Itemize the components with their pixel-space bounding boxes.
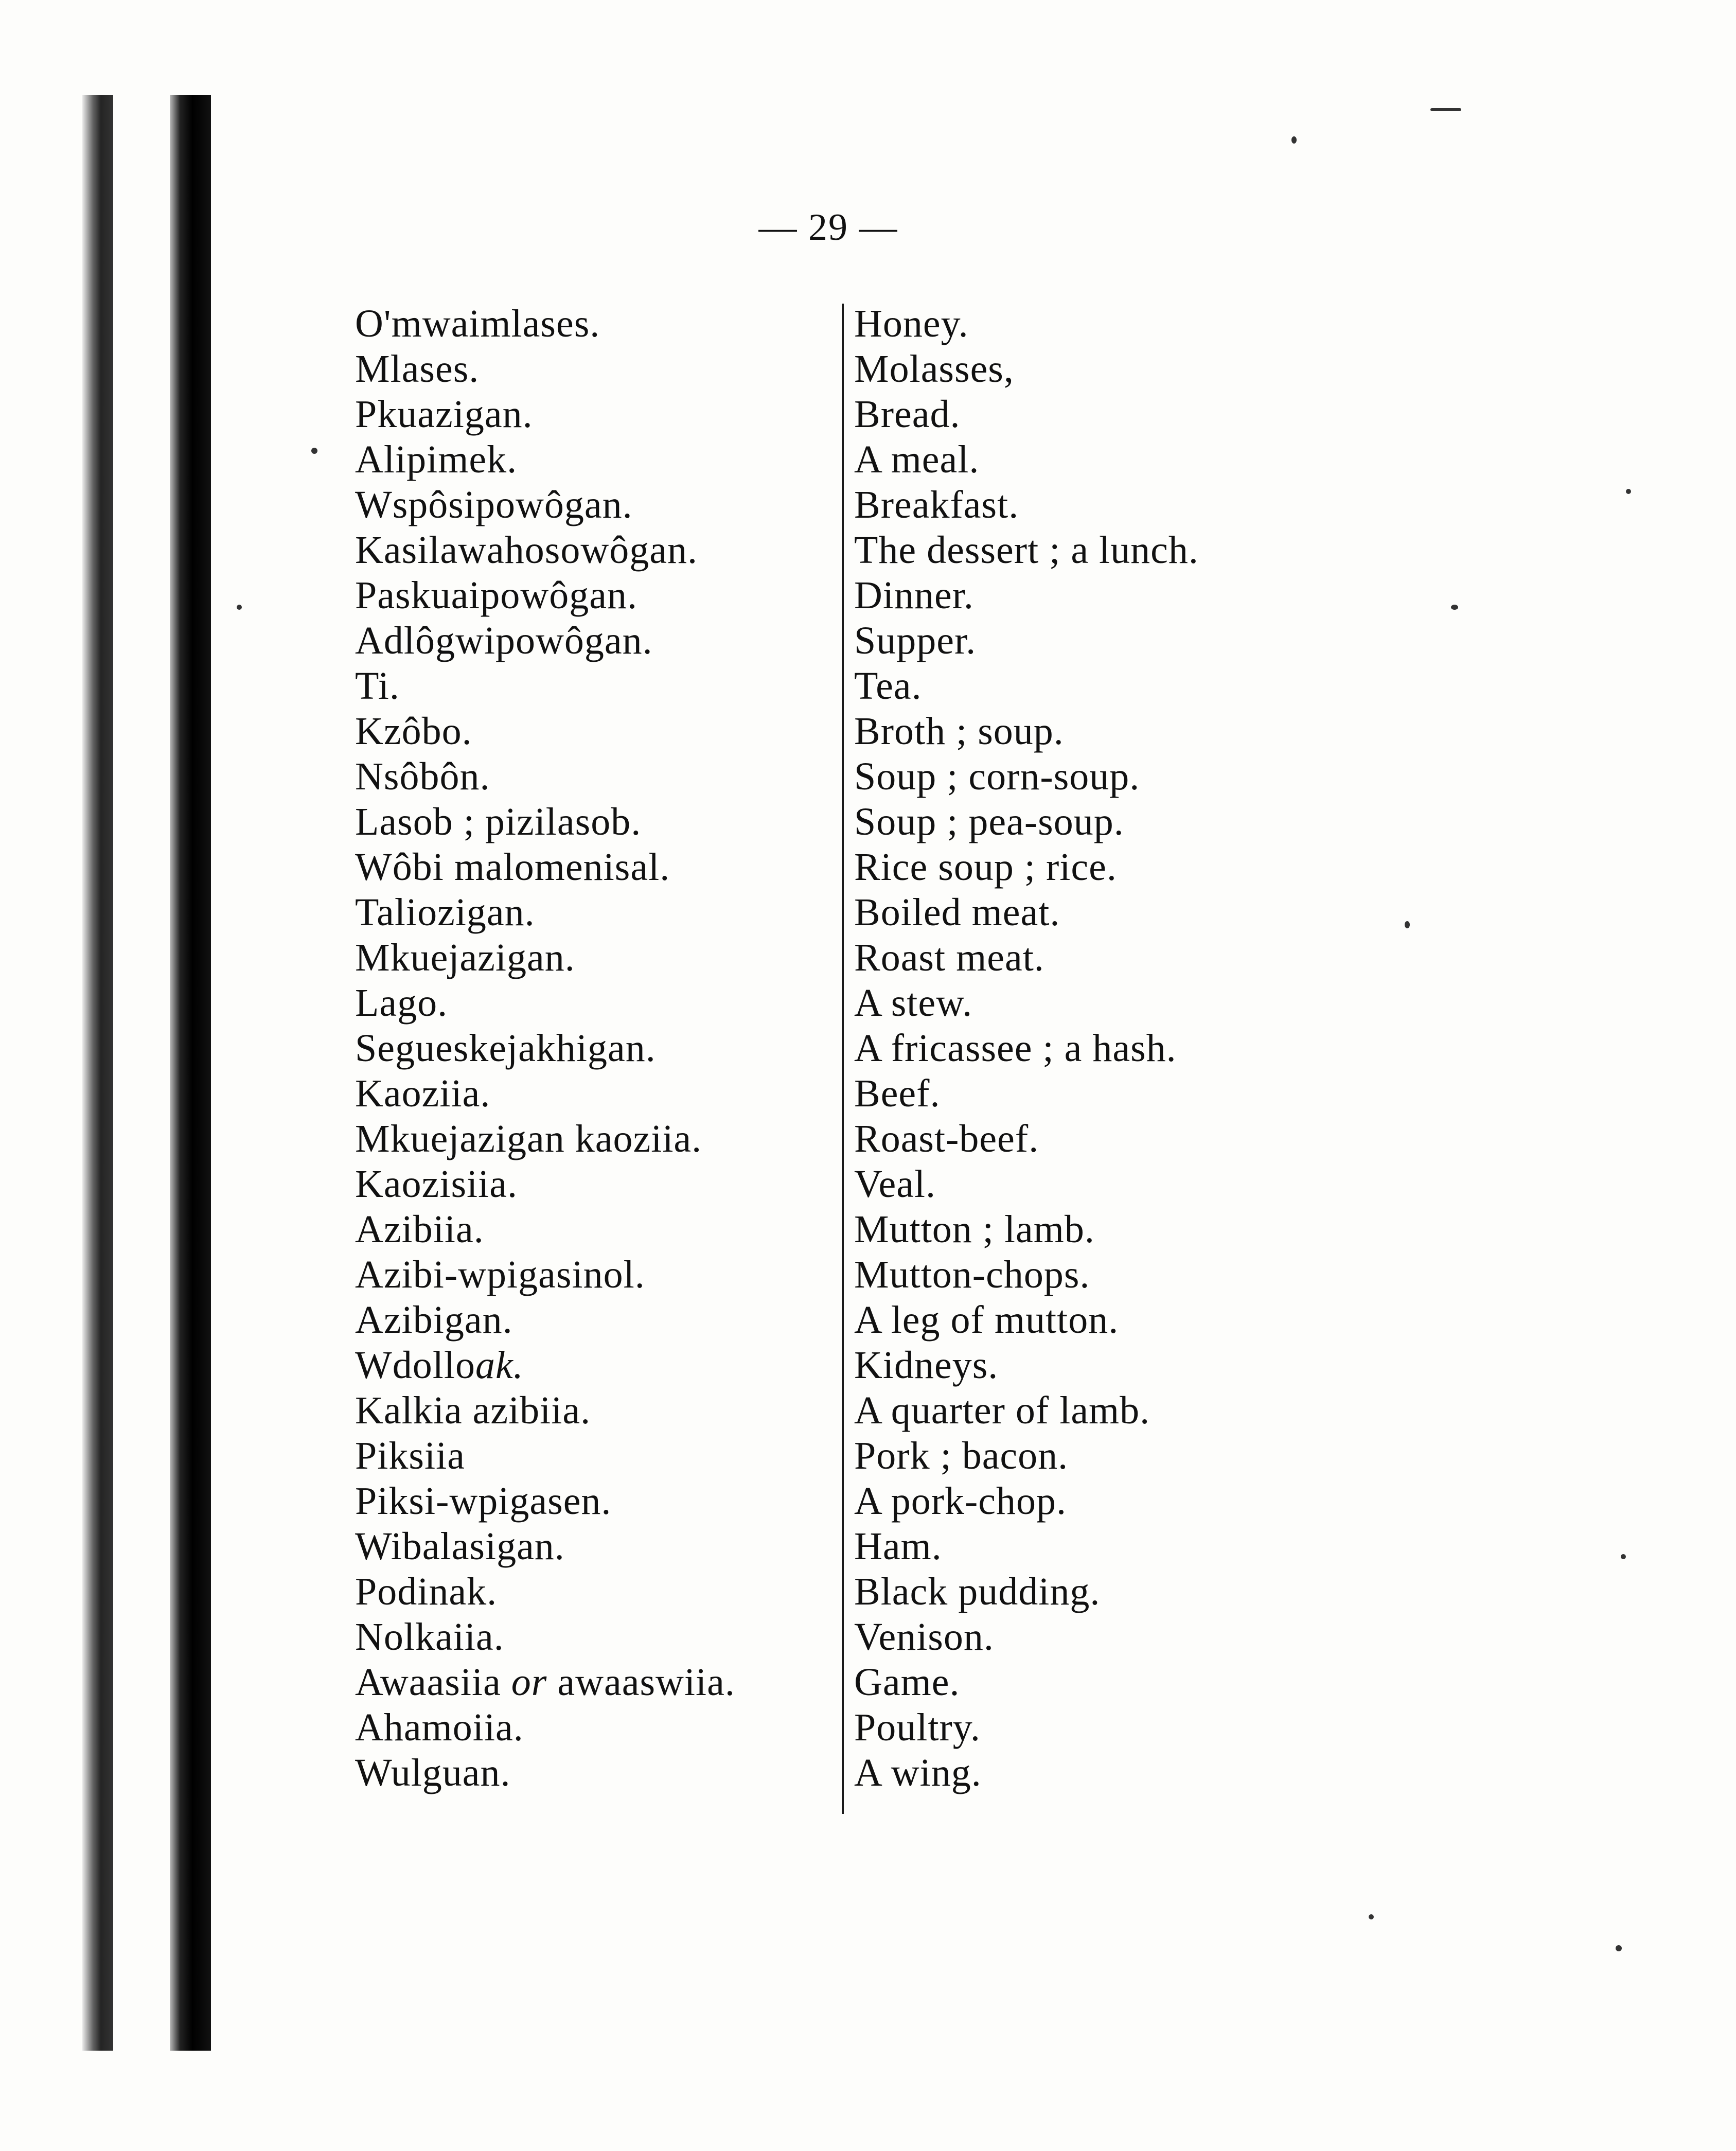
gloss: Supper.	[854, 619, 977, 662]
gloss: Tea.	[854, 664, 922, 708]
scan-speck	[1369, 1914, 1374, 1919]
gloss: Rice soup ; rice.	[854, 845, 1117, 889]
gloss: A fricassee ; a hash.	[854, 1026, 1177, 1070]
scan-speck	[1430, 108, 1461, 111]
term: Mlases.	[355, 347, 480, 391]
glossary-row	[355, 1705, 1384, 1750]
term: Alipimek.	[355, 437, 518, 481]
glossary-row	[355, 1524, 1384, 1569]
glossary-list	[355, 301, 1384, 1795]
term: Nolkaiia.	[355, 1615, 504, 1659]
scan-speck	[1405, 921, 1410, 928]
gloss: Mutton-chops.	[854, 1253, 1090, 1296]
glossary-row	[355, 301, 1384, 346]
term: Taliozigan.	[355, 890, 535, 934]
scan-speck	[237, 605, 242, 610]
gloss: A wing.	[854, 1751, 982, 1794]
scan-speck	[311, 448, 317, 454]
glossary-row	[355, 844, 1384, 890]
term: Podinak.	[355, 1570, 498, 1613]
glossary-row	[355, 799, 1384, 844]
gloss: Venison.	[854, 1615, 994, 1659]
glossary-row	[355, 663, 1384, 709]
term: Ti.	[355, 664, 400, 708]
glossary-row	[355, 1433, 1384, 1478]
glossary-row	[355, 980, 1384, 1026]
scan-speck	[1451, 605, 1458, 610]
term: Wibalasigan.	[355, 1524, 565, 1568]
glossary-row	[355, 1026, 1384, 1071]
glossary-row	[355, 1071, 1384, 1116]
term: Kzôbo.	[355, 709, 472, 753]
gloss: A stew.	[854, 981, 973, 1025]
gloss: Breakfast.	[854, 483, 1019, 526]
term-roman: Wdollo	[355, 1343, 475, 1387]
gloss: Dinner.	[854, 573, 974, 617]
term: Lasob ; pizilasob.	[355, 800, 642, 843]
gloss: A meal.	[854, 437, 980, 481]
page-number: — 29 —	[758, 206, 898, 249]
term: Piksi-wpigasen.	[355, 1479, 612, 1523]
term	[355, 1343, 839, 1388]
term: Kalkia azibiia.	[355, 1388, 591, 1432]
gloss: Bread.	[854, 392, 961, 436]
glossary-row	[355, 1388, 1384, 1433]
term: Azibiia.	[355, 1207, 484, 1251]
term: Ahamoiia.	[355, 1705, 524, 1749]
gloss: Honey.	[854, 302, 969, 345]
glossary-row	[355, 1614, 1384, 1660]
glossary-row	[355, 573, 1384, 618]
glossary-row	[355, 1161, 1384, 1207]
term: Segueskejakhigan.	[355, 1026, 656, 1070]
gloss: Pork ; bacon.	[854, 1434, 1069, 1477]
gloss: A quarter of lamb.	[854, 1388, 1150, 1432]
term: Wôbi malomenisal.	[355, 845, 670, 889]
gloss: Roast-beef.	[854, 1117, 1039, 1160]
glossary-row	[355, 935, 1384, 980]
gloss: A pork-chop.	[854, 1479, 1067, 1523]
term: Kaozisiia.	[355, 1162, 518, 1206]
gloss: The dessert ; a lunch.	[854, 528, 1199, 572]
glossary-row	[355, 1207, 1384, 1252]
glossary-row	[355, 1569, 1384, 1614]
term: Kasilawahosowôgan.	[355, 528, 698, 572]
gloss: Soup ; corn-soup.	[854, 754, 1140, 798]
glossary-row	[355, 1478, 1384, 1524]
gloss: Kidneys.	[854, 1343, 999, 1387]
term-roman: awaaswiia.	[547, 1660, 735, 1704]
scan-speck	[1621, 1554, 1626, 1559]
scan-speck	[1291, 136, 1297, 144]
term-italic: ak.	[475, 1343, 524, 1387]
glossary-row	[355, 1343, 1384, 1388]
gloss: Boiled meat.	[854, 890, 1060, 934]
gloss: Molasses,	[854, 347, 1014, 391]
term: Adlôgwipowôgan.	[355, 619, 653, 662]
glossary-row	[355, 890, 1384, 935]
glossary-row	[355, 754, 1384, 799]
glossary-row	[355, 1252, 1384, 1297]
term-roman: Awaasiia	[355, 1660, 511, 1704]
glossary-row	[355, 618, 1384, 663]
gloss: Game.	[854, 1660, 960, 1704]
gloss: Ham.	[854, 1524, 942, 1568]
term: Paskuaipowôgan.	[355, 573, 638, 617]
term: Azibigan.	[355, 1298, 513, 1342]
binding-shadow-left	[82, 95, 113, 2051]
glossary-row	[355, 482, 1384, 527]
binding-shadow-right	[170, 95, 211, 2051]
gloss: Beef.	[854, 1071, 941, 1115]
term: Lago.	[355, 981, 448, 1025]
glossary-row	[355, 1116, 1384, 1161]
scan-speck	[1626, 489, 1631, 494]
glossary-row	[355, 1297, 1384, 1343]
gloss: Soup ; pea-soup.	[854, 800, 1124, 843]
scan-speck	[1616, 1945, 1622, 1951]
term: O'mwaimlases.	[355, 302, 600, 345]
glossary-row	[355, 392, 1384, 437]
term: Nsôbôn.	[355, 754, 490, 798]
glossary-row	[355, 346, 1384, 392]
gloss: Veal.	[854, 1162, 936, 1206]
gloss: Mutton ; lamb.	[854, 1207, 1095, 1251]
term: Azibi-wpigasinol.	[355, 1253, 645, 1296]
term: Kaoziia.	[355, 1071, 491, 1115]
term: Wulguan.	[355, 1751, 511, 1794]
term	[355, 1660, 839, 1705]
gloss: Broth ; soup.	[854, 709, 1064, 753]
term: Pkuazigan.	[355, 392, 533, 436]
term: Wspôsipowôgan.	[355, 483, 633, 526]
term-italic: or	[511, 1660, 547, 1704]
term: Mkuejazigan kaoziia.	[355, 1117, 702, 1160]
glossary-row	[355, 527, 1384, 573]
glossary-row	[355, 1660, 1384, 1705]
glossary-row	[355, 709, 1384, 754]
term: Piksiia	[355, 1434, 465, 1477]
term: Mkuejazigan.	[355, 936, 575, 979]
gloss: Roast meat.	[854, 936, 1044, 979]
gloss: Black pudding.	[854, 1570, 1101, 1613]
glossary-row	[355, 437, 1384, 482]
gloss: A leg of mutton.	[854, 1298, 1119, 1342]
gloss: Poultry.	[854, 1705, 981, 1749]
glossary-row	[355, 1750, 1384, 1795]
